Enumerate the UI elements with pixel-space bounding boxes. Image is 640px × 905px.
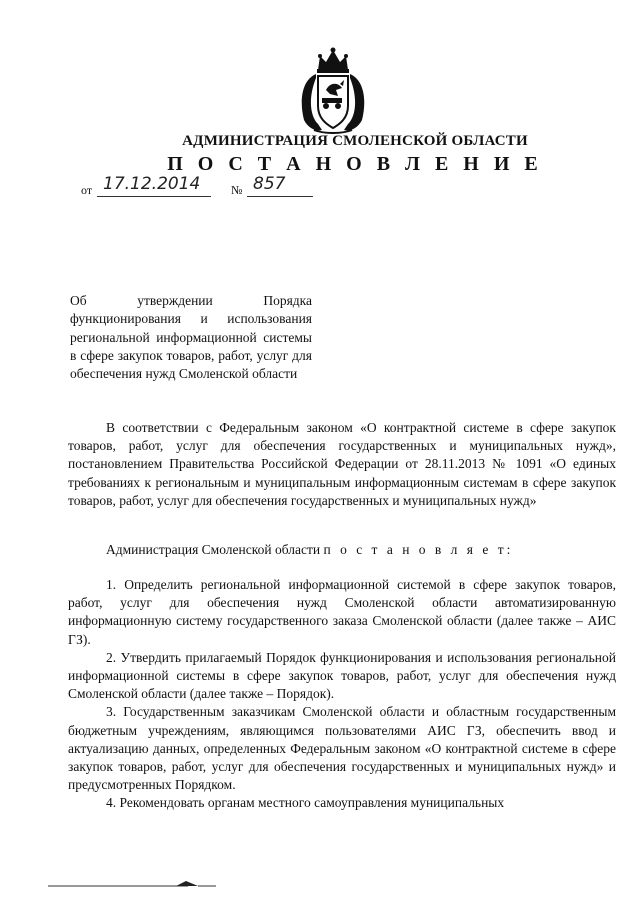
list-item: 4. Рекомендовать органам местного самоуправления муниципальных: [106, 795, 505, 811]
organization-name: АДМИНИСТРАЦИЯ СМОЛЕНСКОЙ ОБЛАСТИ: [182, 133, 528, 149]
number-underline: [247, 196, 313, 197]
list-item: 1. Определить региональной информационной системой в сфере закупок товаров, работ, услуг для обеспечения нужд Смоленской области автоматизированную информационную систему государственного заказа Смоленской области (далее также – АИС ГЗ).: [68, 577, 616, 647]
list-item: 2. Утвердить прилагаемый Порядок функционирования и использования региональной информационной системы в сфере закупок товаров, работ, услуг для обеспечения нужд Смоленской области (далее также – Порядок).: [68, 649, 616, 702]
date-number-line: [81, 176, 341, 200]
list-item: 3. Государственным заказчикам Смоленской области и областным государственным бюджетным учреждениям, являющимся пользователями АИС ГЗ, обеспечить ввод и актуализацию данных, определенных Федеральным законом «О контрактной системе в сфере закупок товаров, работ, услуг для обеспечения государственных и муниципальных нужд» и предусмотренных Порядком.: [68, 704, 616, 793]
decree-title: Об утверждении Порядка функционирования и использования региональной информационной системы в сфере закупок товаров, работ, услуг для обеспечения нужд Смоленской области: [70, 293, 312, 382]
date-handwritten: 17.12.2014: [103, 174, 201, 194]
date-prefix: от: [81, 183, 93, 197]
resolution-line: [68, 541, 616, 559]
number-prefix: №: [231, 183, 243, 197]
resolution-subject: Администрация Смоленской области: [106, 542, 321, 557]
number-handwritten: 857: [253, 174, 286, 194]
document-type-heading: П О С Т А Н О В Л Е Н И Е: [167, 153, 543, 175]
footer-scan-artifact: [48, 880, 468, 890]
resolution-verb: п о с т а н о в л я е т:: [323, 542, 514, 557]
preamble-paragraph: [68, 419, 616, 510]
preamble-text: В соответствии с Федеральным законом «О контрактной системе в сфере закупок товаров, работ, услуг для обеспечения государственных и муниципальных нужд», постановлением Правительства Российской Федерации от 28.11.2013 № 1091 «О единых требованиях к региональным и муниципальным информационным системам в сфере закупок товаров, работ, услуг для обеспечения государственных и муниципальных нужд»: [68, 420, 616, 508]
numbered-items: [68, 576, 616, 813]
date-underline: [97, 196, 211, 197]
coat-of-arms-emblem-icon: [296, 44, 370, 136]
